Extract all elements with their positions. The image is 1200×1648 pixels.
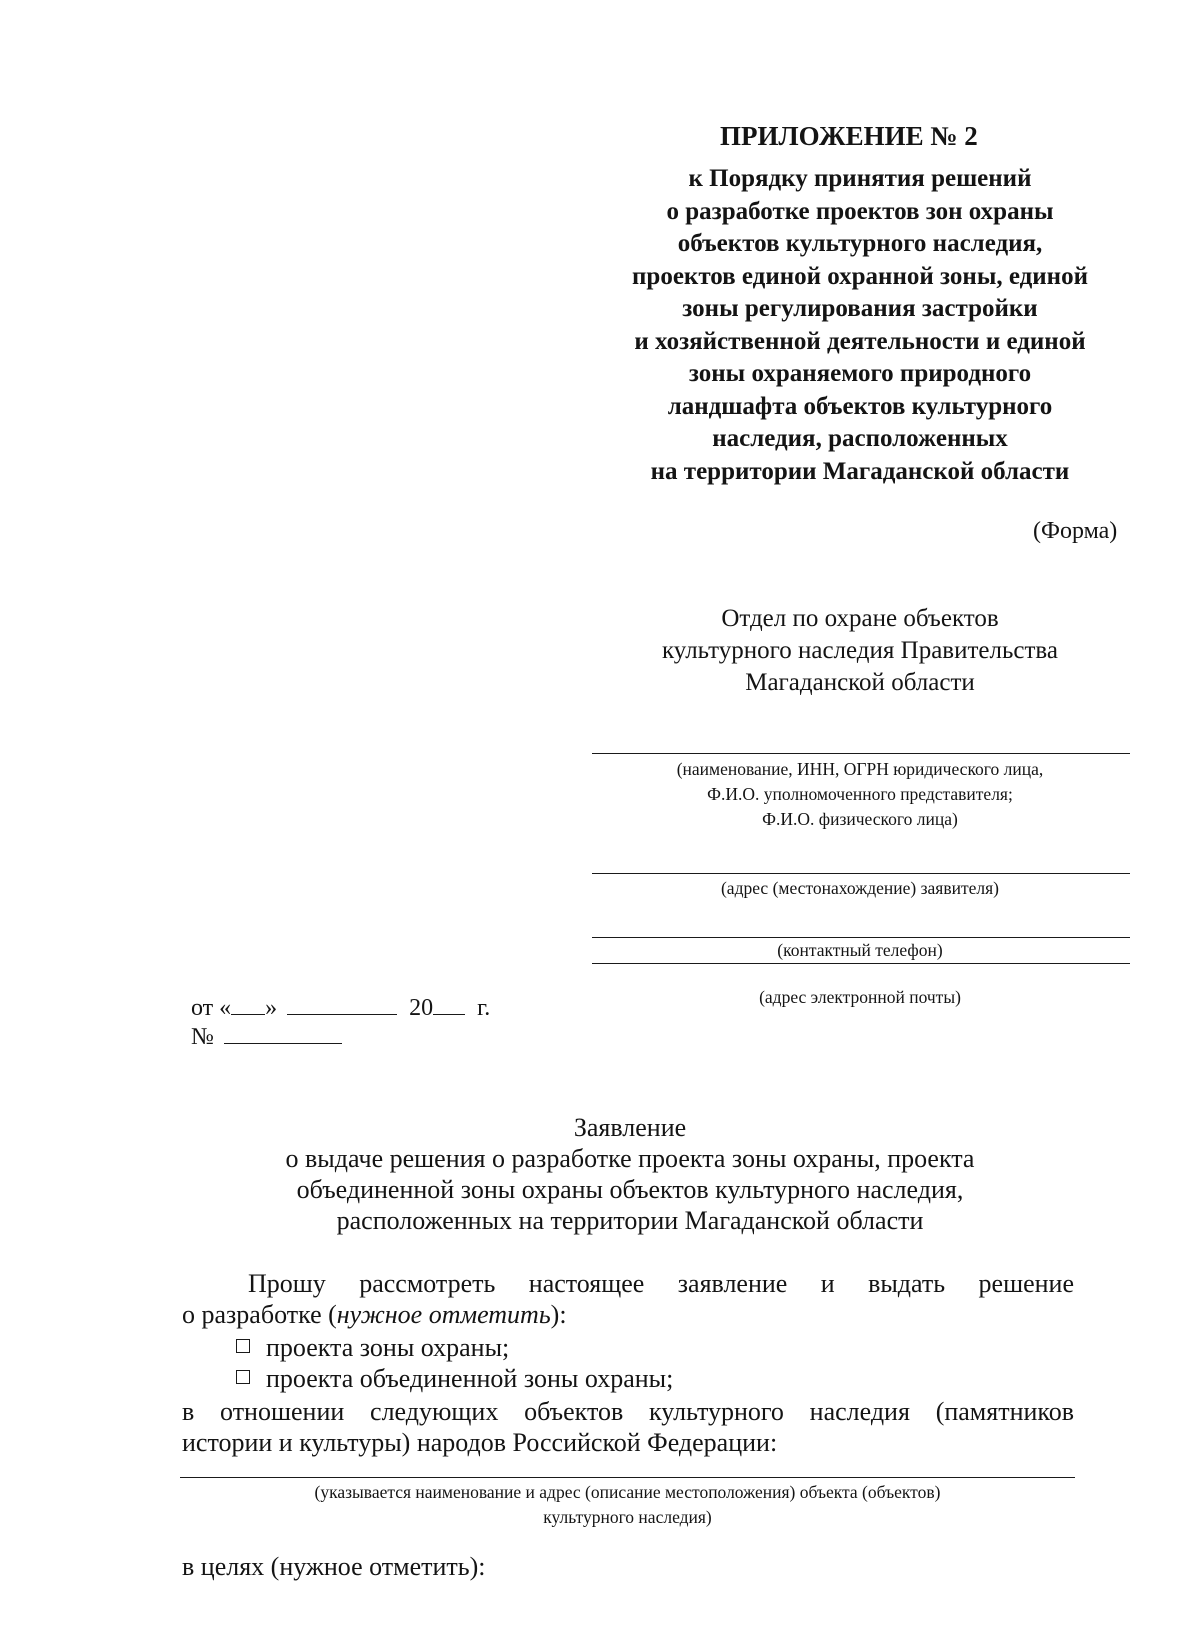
caption-line: Ф.И.О. уполномоченного представителя; <box>707 784 1013 804</box>
applicant-name-caption <box>590 757 1130 832</box>
appendix-line: наследия, расположенных <box>712 425 1008 452</box>
year-suffix: г. <box>477 995 491 1021</box>
option-zone[interactable] <box>236 1333 509 1363</box>
recipient-block <box>590 603 1130 699</box>
statement-heading: Заявление <box>573 1113 687 1142</box>
appendix-line: на территории Магаданской области <box>650 457 1070 485</box>
date-prefix: от « <box>191 995 232 1021</box>
statement-title-line: о выдаче решения о разработке проекта зоны охраны, проекта <box>285 1144 975 1173</box>
caption-line: (указывается наименование и адрес (описание местоположения) объекта (объектов) <box>314 1482 941 1502</box>
caption-line: культурного наследия) <box>543 1507 712 1527</box>
phone-caption <box>590 938 1130 963</box>
number-blank[interactable] <box>224 1042 342 1044</box>
caption-line: (наименование, ИНН, ОГРН юридического лица, <box>676 759 1044 779</box>
statement-title <box>190 1112 1070 1236</box>
number-field <box>191 1024 342 1051</box>
request-suffix: ): <box>550 1300 567 1329</box>
option-label: проекта зоны охраны; <box>266 1333 510 1362</box>
caption-line: (адрес (местонахождение) заявителя) <box>720 878 999 898</box>
recipient-line: Магаданской области <box>745 669 975 696</box>
year-blank[interactable] <box>433 1013 465 1015</box>
date-field <box>191 995 490 1022</box>
objects-line: истории и культуры) народов Российской Федерации: <box>182 1428 778 1457</box>
email-caption <box>590 985 1130 1010</box>
appendix-title: ПРИЛОЖЕНИЕ № 2 <box>720 121 978 151</box>
year-prefix: 20 <box>409 995 434 1021</box>
statement-title-line: объединенной зоны охраны объектов культурного наследия, <box>296 1175 964 1204</box>
caption-line: (адрес электронной почты) <box>759 987 961 1007</box>
form-label: (Форма) <box>1033 518 1118 544</box>
number-prefix: № <box>191 1024 214 1050</box>
appendix-line: и хозяйственной деятельности и единой <box>634 327 1086 355</box>
recipient-line: Отдел по охране объектов <box>721 605 999 632</box>
appendix-line: объектов культурного наследия, <box>677 230 1043 257</box>
applicant-name-line[interactable] <box>592 753 1130 754</box>
appendix-line: к Порядку принятия решений <box>688 165 1032 192</box>
email-line[interactable] <box>592 963 1130 964</box>
appendix-line: зоны охраняемого природного <box>688 360 1032 387</box>
objects-line-field[interactable] <box>180 1477 1075 1478</box>
option-combined-zone[interactable] <box>236 1364 673 1394</box>
purpose-line: в целях (нужное отметить): <box>182 1552 486 1581</box>
objects-paragraph <box>182 1396 1074 1458</box>
request-paragraph <box>182 1268 1074 1330</box>
day-blank[interactable] <box>231 1013 265 1015</box>
option-label: проекта объединенной зоны охраны; <box>266 1364 674 1393</box>
objects-caption <box>180 1480 1075 1530</box>
date-quote: » <box>265 995 278 1021</box>
caption-line: Ф.И.О. физического лица) <box>762 809 958 829</box>
month-blank[interactable] <box>287 1013 397 1015</box>
appendix-reference <box>590 163 1130 488</box>
appendix-line: о разработке проектов зон охраны <box>666 197 1054 225</box>
objects-line: в отношении следующих объектов культурного наследия (памятников <box>182 1397 1074 1426</box>
appendix-line: проектов единой охранной зоны, единой <box>632 262 1088 290</box>
checkbox-icon[interactable] <box>236 1339 250 1353</box>
checkbox-icon[interactable] <box>236 1370 250 1384</box>
statement-title-line: расположенных на территории Магаданской области <box>336 1206 924 1235</box>
recipient-line: культурного наследия Правительства <box>662 637 1058 664</box>
applicant-address-caption <box>590 876 1130 901</box>
appendix-line: зоны регулирования застройки <box>682 295 1038 322</box>
request-line: Прошу рассмотреть настоящее заявление и выдать решение <box>248 1269 1074 1298</box>
request-line <box>182 1299 1074 1330</box>
caption-line: (контактный телефон) <box>777 940 943 960</box>
appendix-line: ландшафта объектов культурного <box>667 392 1053 420</box>
applicant-address-line[interactable] <box>592 873 1130 874</box>
request-italic: нужное отметить <box>336 1300 551 1329</box>
request-prefix: о разработке ( <box>182 1300 337 1329</box>
